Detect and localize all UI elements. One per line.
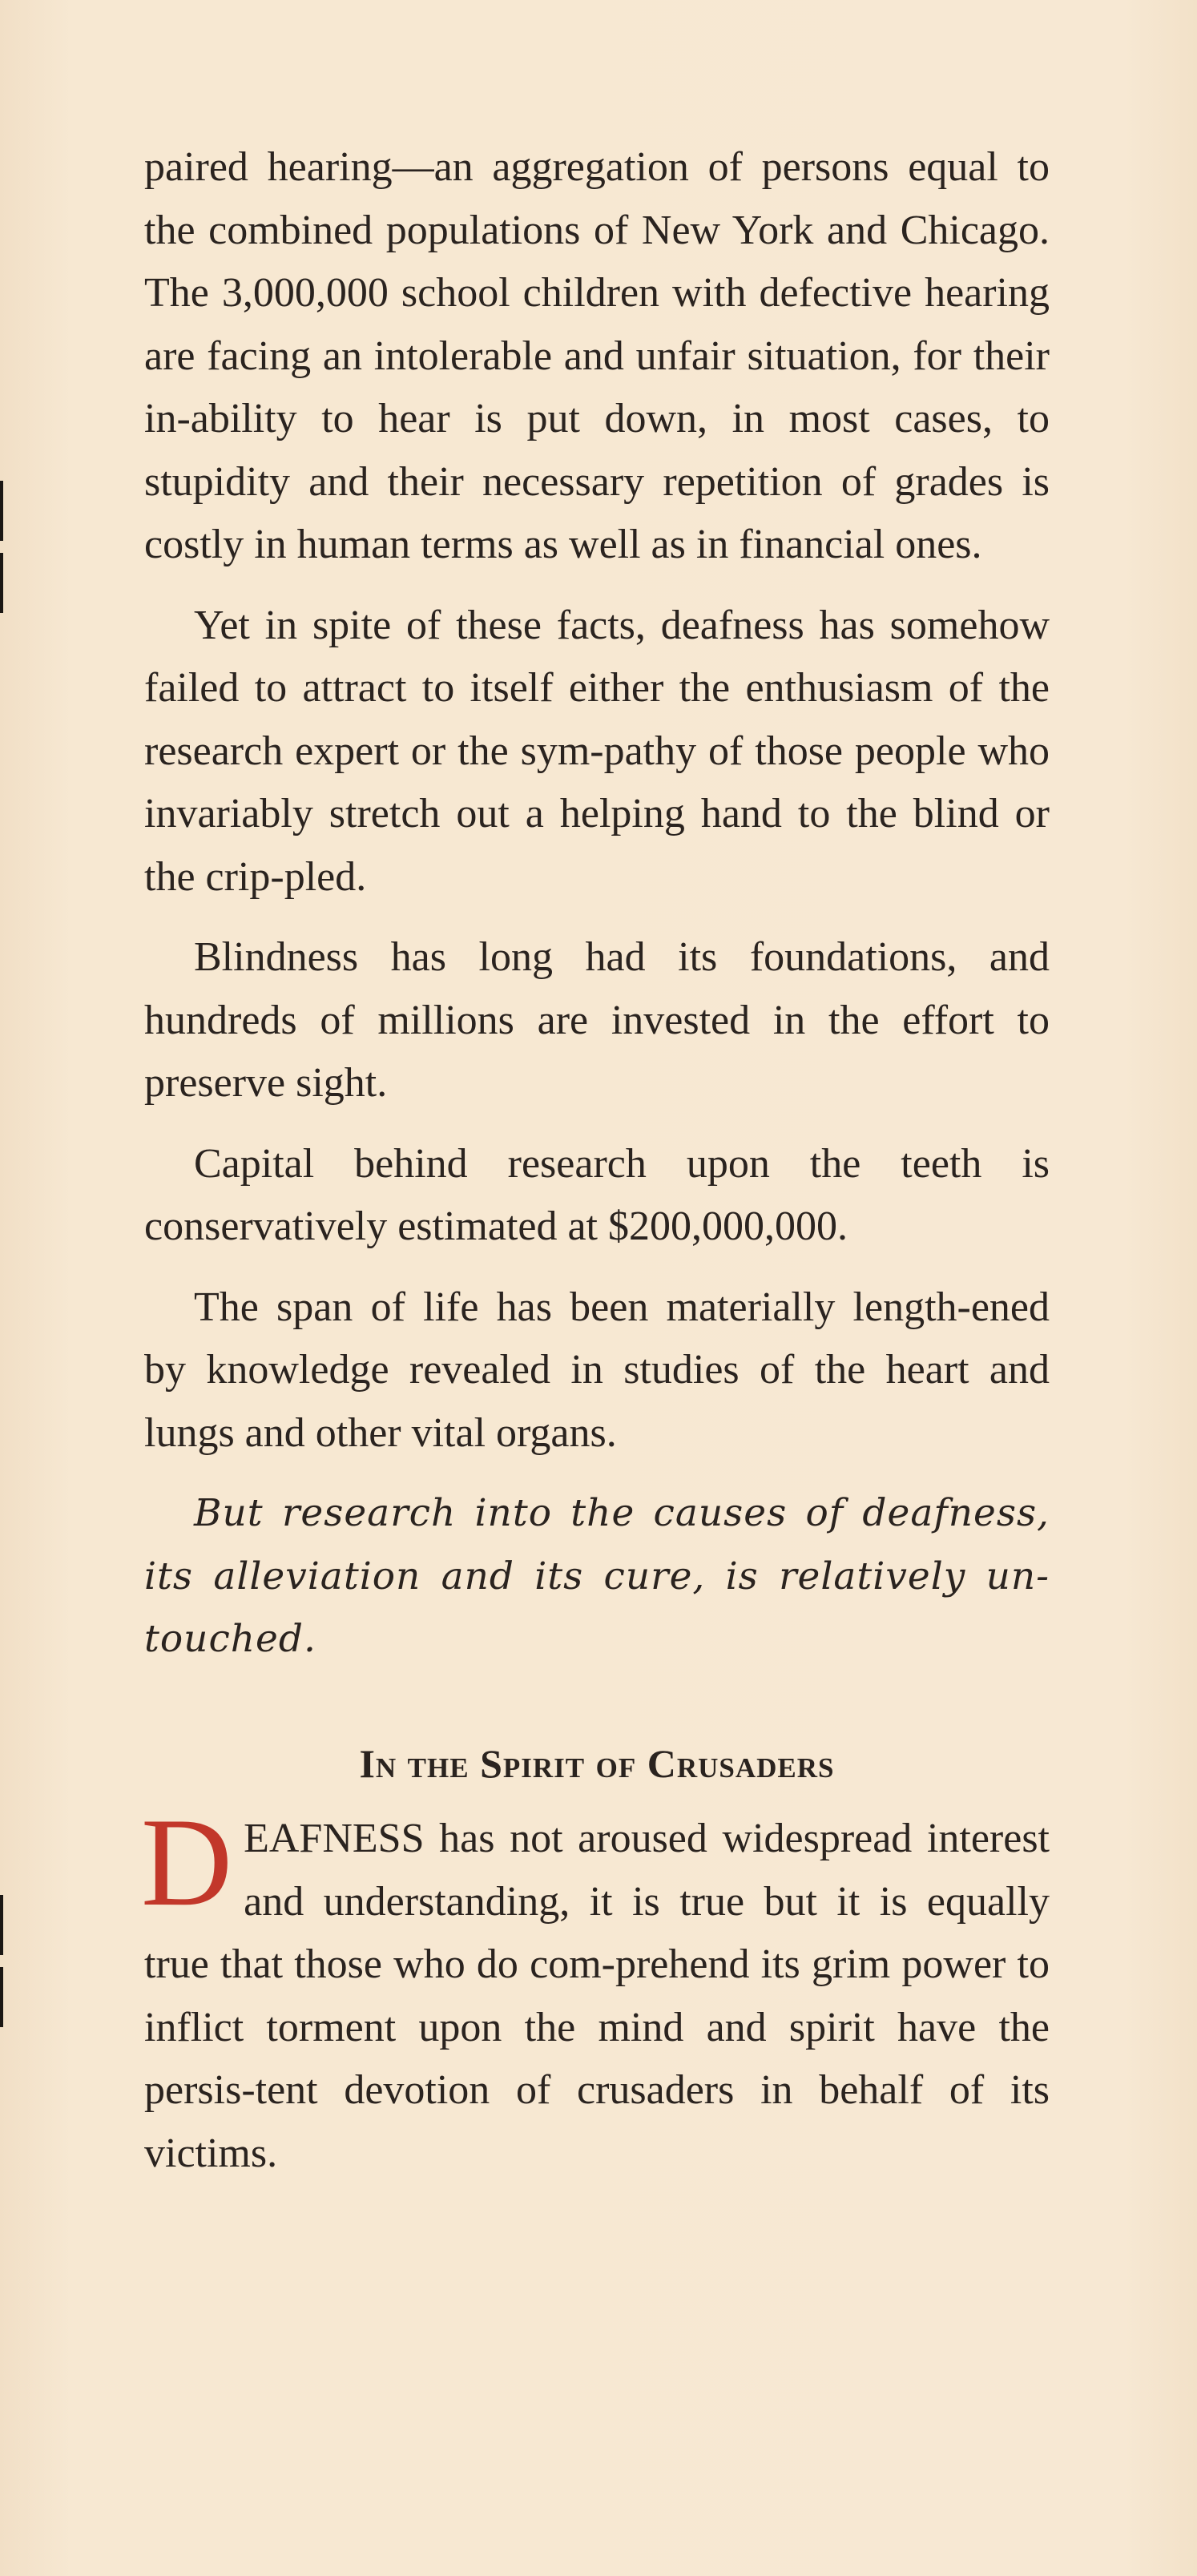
body-text xyxy=(141,136,1050,2185)
paragraph-italic-emphasis: But research into the causes of deafness, its alleviation and its cure, is relatively un-touched. xyxy=(144,1491,1050,1661)
paragraph-crusaders-body: has not aroused widespread interest and understanding, it is true but it is equally true that those who do com-prehend its grim power to inflict torment upon the mind and spirit have the persis-tent devotion of crusaders in behalf of its victims. xyxy=(144,1816,1050,2176)
drop-cap: D xyxy=(141,1792,233,1933)
margin-mark xyxy=(0,553,3,613)
margin-mark xyxy=(0,481,3,541)
section-heading: In the Spirit of Crusaders xyxy=(359,1740,835,1786)
paragraph-crusaders xyxy=(141,1792,1050,2185)
paragraph-impaired-hearing: paired hearing—an aggregation of persons equal to the combined populations of New York and Chicago. The 3,000,000 school children with defective hearing are facing an intolerable and unfair situation, for their in-ability to hear is put down, in most cases, to stupidity and their necessary repetition of grades is costly in human terms as well as in financial ones. xyxy=(144,144,1050,567)
paragraph-span-of-life: The span of life has been materially length-ened by knowledge revealed in studies of the heart and lungs and other vital organs. xyxy=(144,1284,1050,1456)
margin-mark xyxy=(0,1895,3,1955)
lead-caps: EAFNESS xyxy=(244,1816,425,1861)
paragraph-blindness: Blindness has long had its foundations, and hundreds of millions are invested in the effort to preserve sight. xyxy=(144,934,1050,1106)
margin-mark xyxy=(0,1967,3,2027)
paragraph-teeth-research: Capital behind research upon the teeth is conservatively estimated at $200,000,000. xyxy=(144,1140,1050,1249)
paragraph-deafness-neglect: Yet in spite of these facts, deafness has somehow failed to attract to itself either the enthusiasm of the research expert or the sym-pathy of those people who invariably stretch out a helping hand to the blind or the crip-pled. xyxy=(144,602,1050,900)
